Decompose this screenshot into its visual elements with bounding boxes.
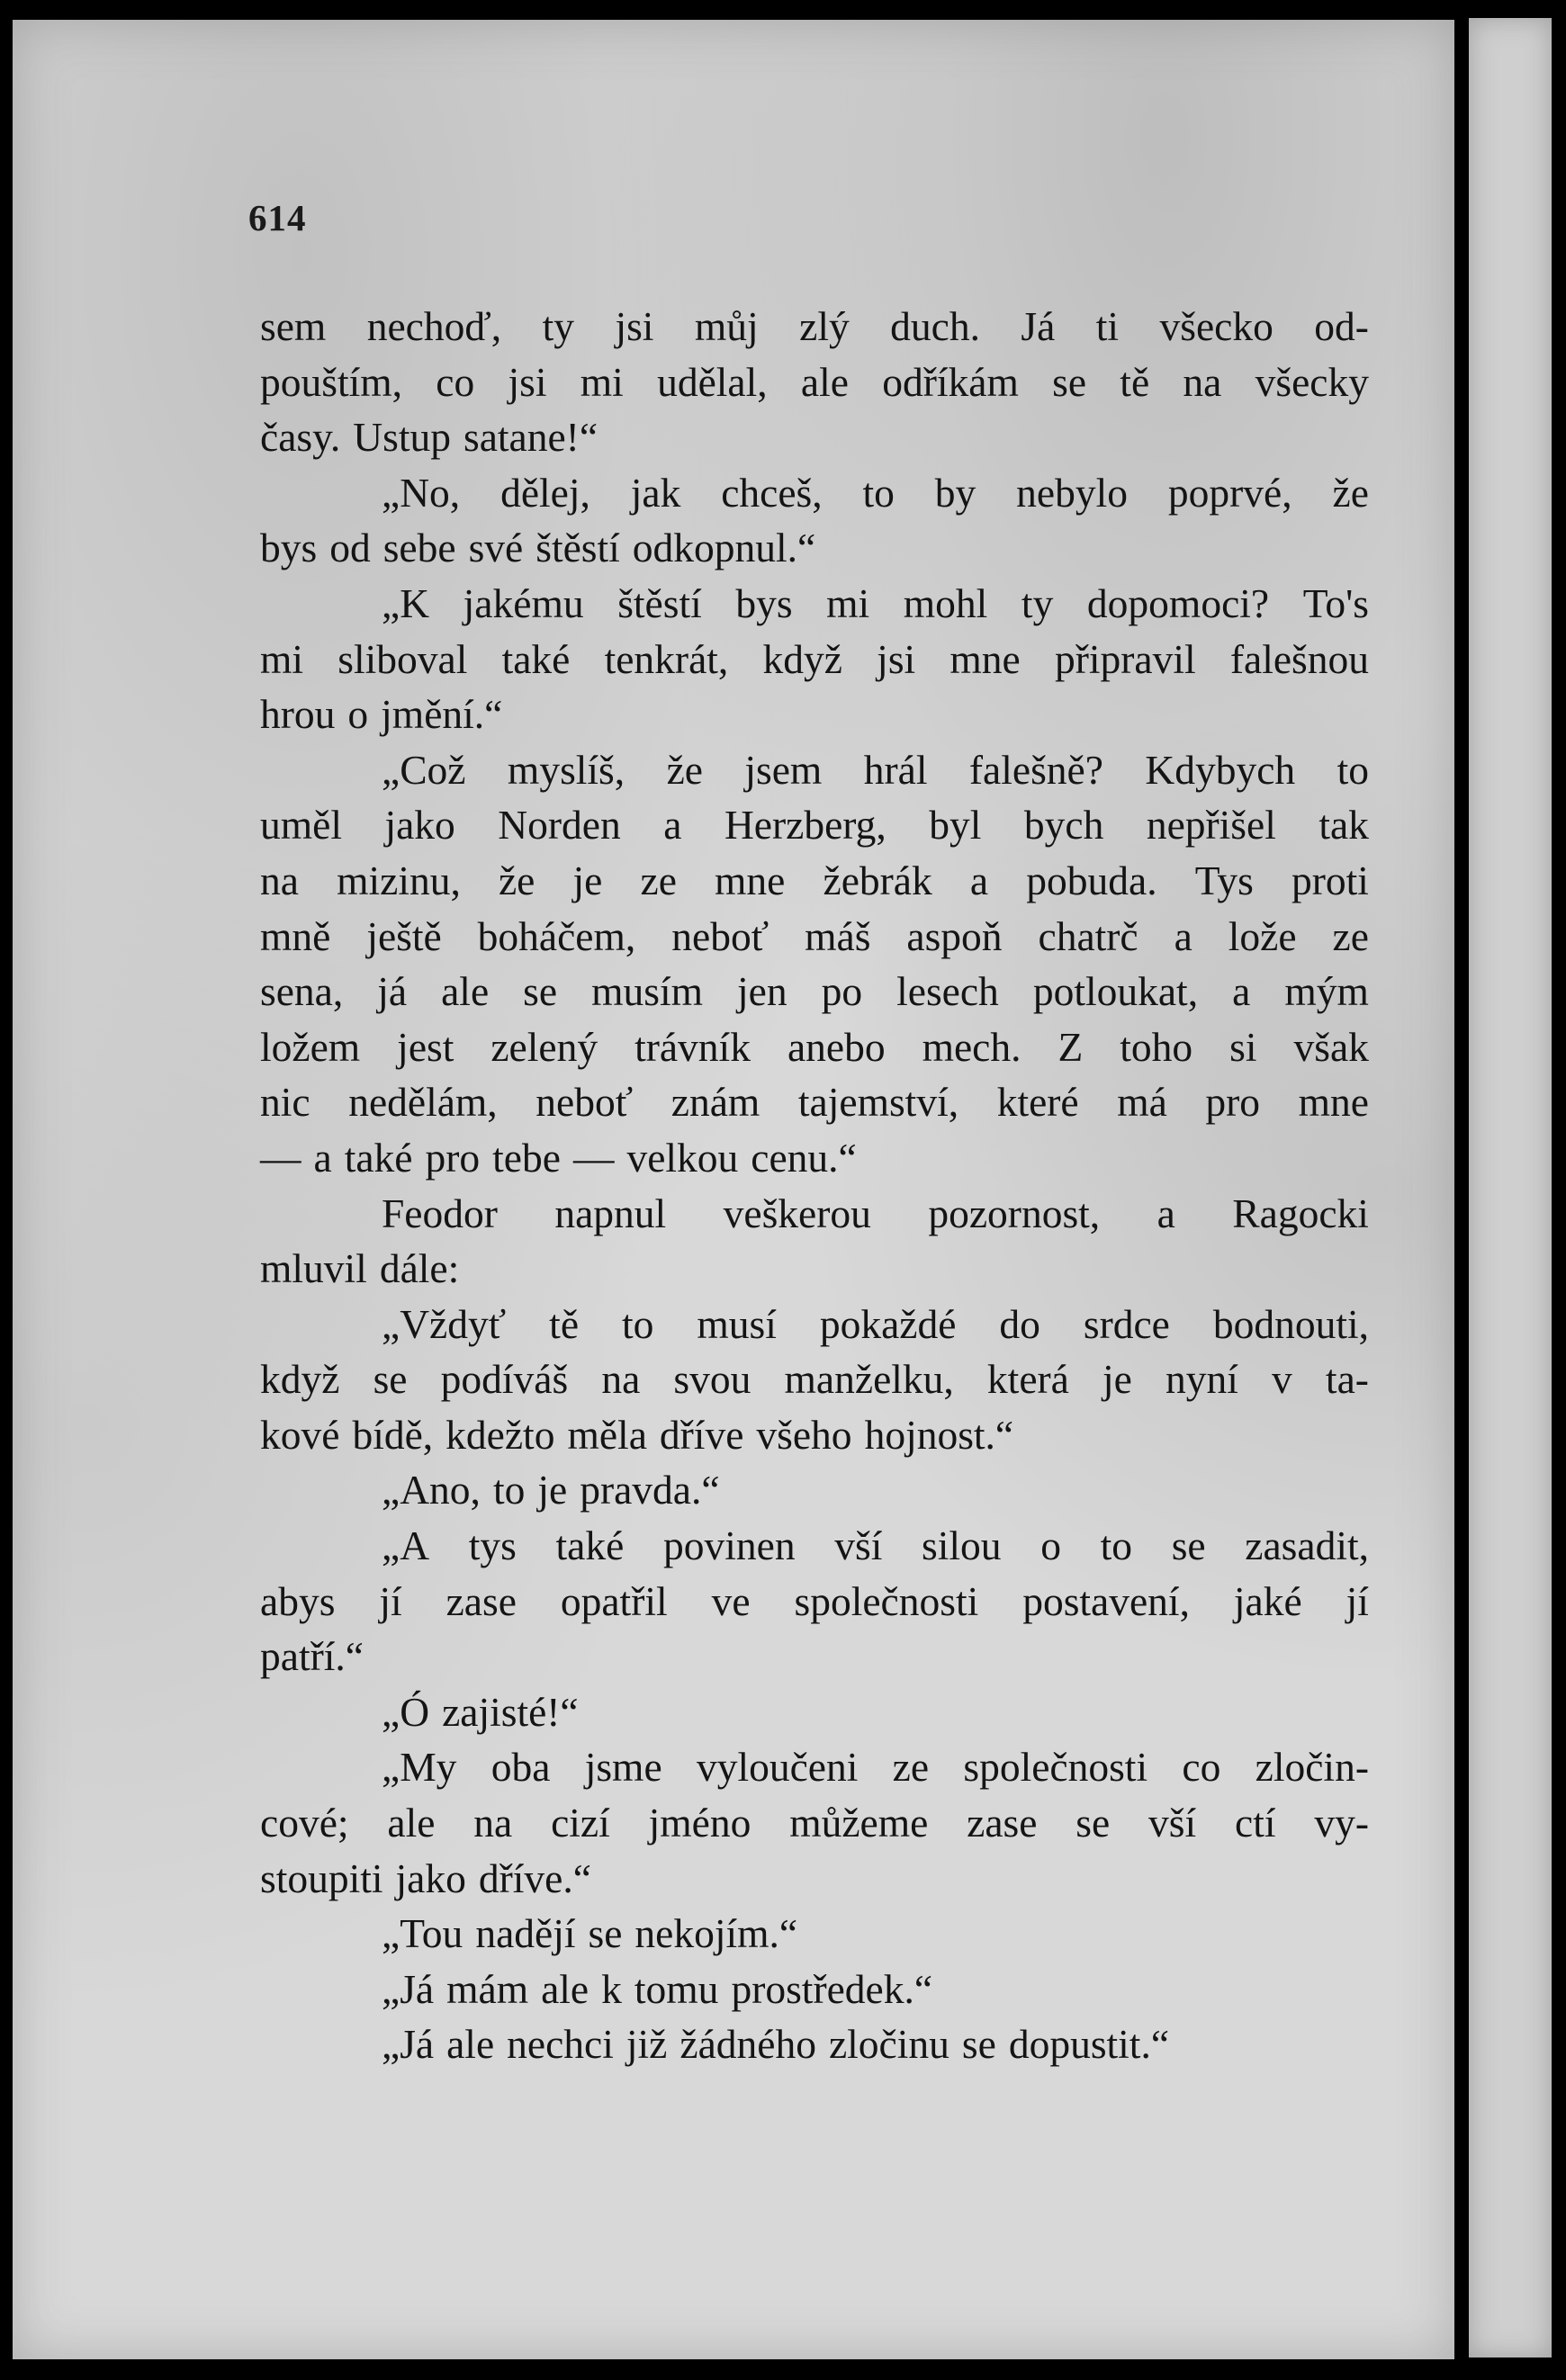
text-line: abys jí zase opatřil ve společnosti postavení, jaké jí	[260, 1577, 1369, 1624]
text-line: mluvil dále:	[260, 1245, 460, 1292]
text-line: kové bídě, kdežto měla dříve všeho hojnost.“	[260, 1411, 1014, 1458]
text-line: časy. Ustup satane!“	[260, 414, 598, 461]
text-line: „Tou nadějí se nekojím.“	[382, 1910, 798, 1957]
text-line: „No, dělej, jak chceš, to by nebylo poprvé, že	[382, 469, 1369, 516]
body-text	[260, 299, 1369, 2072]
text-line: „Což myslíš, že jsem hrál falešně? Kdybych to	[382, 746, 1369, 793]
text-line: „K jakému štěstí bys mi mohl ty dopomoci? To's	[382, 579, 1369, 626]
adjacent-page-edge	[1469, 18, 1552, 2358]
text-line: stoupiti jako dříve.“	[260, 1855, 591, 1901]
text-line: uměl jako Norden a Herzberg, byl bych nepřišel tak	[260, 802, 1369, 849]
text-line: patří.“	[260, 1633, 364, 1680]
text-line: „Já mám ale k tomu prostředek.“	[382, 1965, 933, 2012]
text-line: hrou o jmění.“	[260, 691, 503, 738]
page-number: 614	[248, 197, 307, 238]
text-line: „Ó zajisté!“	[382, 1688, 579, 1735]
text-line: Feodor napnul veškerou pozornost, a Ragocki	[382, 1190, 1369, 1236]
text-line: sem nechoď, ty jsi můj zlý duch. Já ti všecko od-	[260, 303, 1369, 349]
text-line: když se podíváš na svou manželku, která je nyní v ta-	[260, 1356, 1369, 1403]
text-line: mně ještě boháčem, neboť máš aspoň chatrč a lože ze	[260, 912, 1369, 959]
text-line: „My oba jsme vyloučeni ze společnosti co zločin-	[382, 1744, 1369, 1791]
book-page	[13, 20, 1454, 2359]
text-line: „Vždyť tě to musí pokaždé do srdce bodnouti,	[382, 1300, 1369, 1347]
text-line: pouštím, co jsi mi udělal, ale odříkám se tě na všecky	[260, 358, 1369, 405]
text-line: ložem jest zelený trávník anebo mech. Z toho si však	[260, 1023, 1369, 1070]
text-line: sena, já ale se musím jen po lesech potloukat, a mým	[260, 968, 1369, 1015]
text-line: cové; ale na cizí jméno můžeme zase se vší ctí vy-	[260, 1800, 1369, 1846]
text-line: „Já ale nechci již žádného zločinu se dopustit.“	[382, 2021, 1170, 2068]
text-line: na mizinu, že je ze mne žebrák a pobuda. Tys proti	[260, 857, 1369, 903]
text-line: bys od sebe své štěstí odkopnul.“	[260, 525, 816, 571]
text-line: „A tys také povinen vší silou o to se zasadit,	[382, 1522, 1369, 1569]
text-line: nic nedělám, neboť znám tajemství, které má pro mne	[260, 1079, 1369, 1126]
text-line: mi sliboval také tenkrát, když jsi mne připravil falešnou	[260, 635, 1369, 682]
text-line: — a také pro tebe — velkou cenu.“	[260, 1134, 857, 1181]
text-line: „Ano, to je pravda.“	[382, 1467, 720, 1513]
